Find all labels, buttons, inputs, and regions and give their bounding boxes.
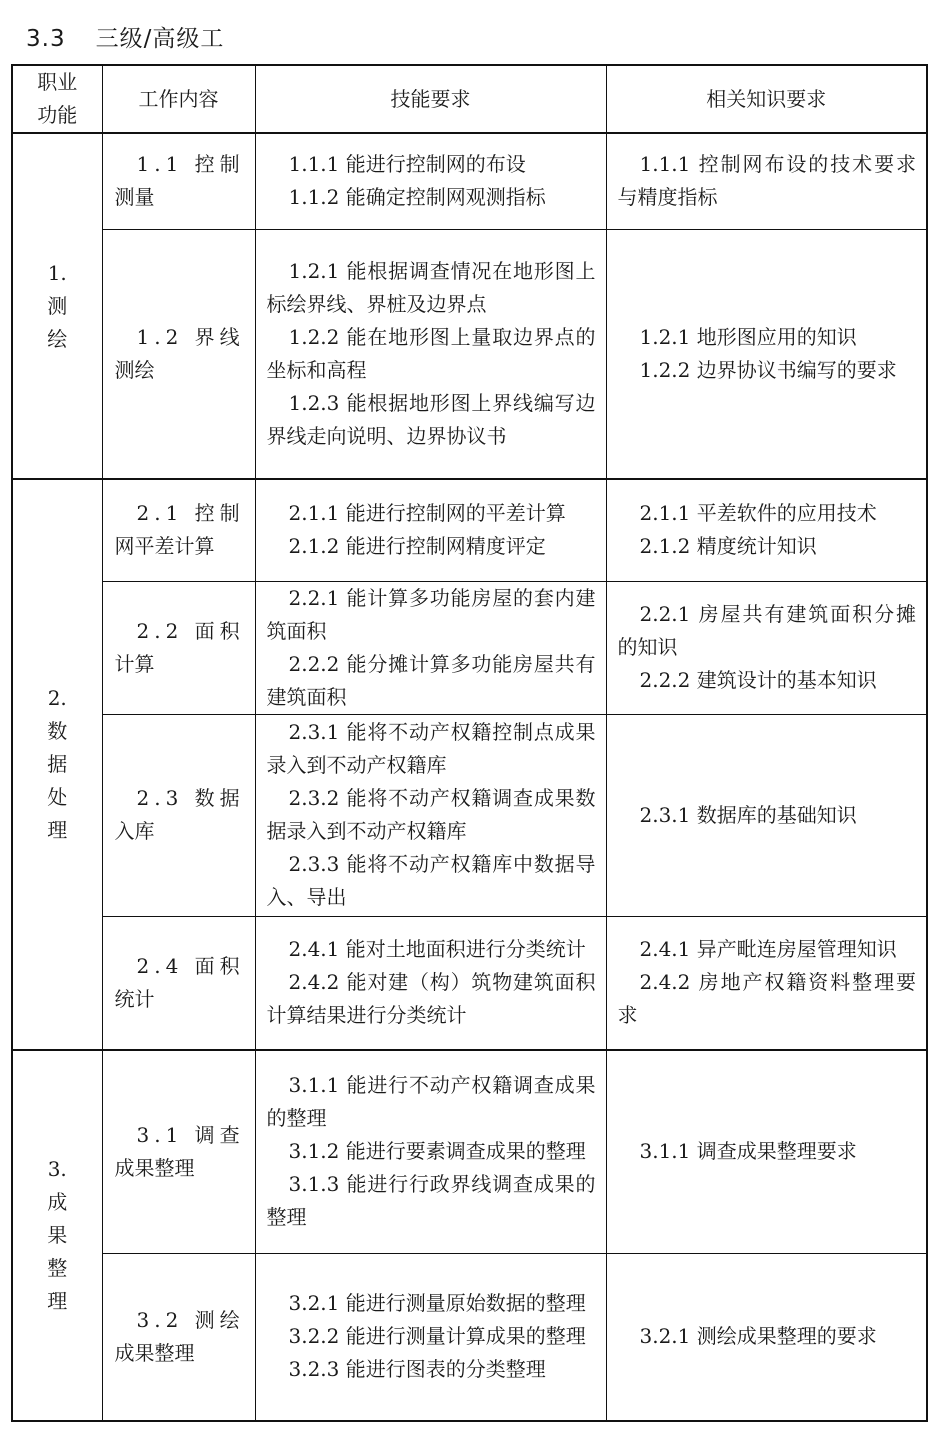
function-char: 果 — [47, 1223, 68, 1247]
skill-requirements-cell — [255, 1050, 606, 1253]
skill-requirements-cell — [255, 229, 606, 479]
table-row — [12, 1253, 927, 1421]
knowledge-requirements-cell — [606, 133, 927, 229]
knowledge-item: 1.2.2 边界协议书编写的要求 — [639, 357, 897, 382]
section-title: 三级/高级工 — [95, 26, 225, 52]
skill-item: 1.2.1 能根据调查情况在地形图上标绘界线、界桩及边界点 — [266, 258, 596, 316]
work-content-cell — [102, 133, 255, 229]
work-content-text: 网平差计算 — [114, 534, 215, 559]
function-number: 2. — [47, 686, 67, 710]
knowledge-item: 2.2.2 建筑设计的基本知识 — [639, 668, 877, 692]
table-row — [12, 479, 927, 581]
table-row — [12, 1050, 927, 1253]
function-number: 1. — [47, 260, 67, 285]
header-knowledge: 相关知识要求 — [606, 65, 927, 133]
function-char: 绘 — [47, 326, 68, 351]
function-char: 处 — [47, 785, 68, 809]
work-content-cell — [102, 581, 255, 714]
work-content-cell — [102, 1253, 255, 1421]
knowledge-item: 1.2.1 地形图应用的知识 — [639, 324, 857, 349]
skill-item: 2.3.1 能将不动产权籍控制点成果录入到不动产权籍库 — [266, 720, 596, 777]
work-content-number: 3.2 测绘 — [136, 1307, 245, 1332]
work-content-number: 2.2 面积 — [136, 618, 245, 643]
skill-item: 2.3.3 能将不动产权籍库中数据导入、导出 — [266, 852, 596, 909]
function-cell — [12, 133, 102, 479]
skill-requirements-cell — [255, 1253, 606, 1421]
knowledge-item: 2.4.1 异产毗连房屋管理知识 — [639, 937, 897, 962]
work-content-number: 2.4 面积 — [136, 953, 245, 978]
knowledge-item: 2.2.1 房屋共有建筑面积分摊的知识 — [617, 602, 916, 659]
knowledge-requirements-cell — [606, 229, 927, 479]
work-content-text: 测量 — [114, 185, 155, 210]
knowledge-requirements-cell — [606, 581, 927, 714]
work-content-number: 2.1 控制 — [136, 501, 245, 526]
function-number: 3. — [47, 1157, 67, 1181]
skill-item: 2.4.2 能对建（构）筑物建筑面积计算结果进行分类统计 — [266, 970, 596, 1028]
knowledge-requirements-cell — [606, 1050, 927, 1253]
knowledge-item: 3.1.1 调查成果整理要求 — [639, 1139, 857, 1164]
skill-item: 1.2.2 能在地形图上量取边界点的坐标和高程 — [266, 324, 596, 382]
knowledge-item: 2.4.2 房地产权籍资料整理要求 — [617, 970, 916, 1028]
knowledge-item: 2.1.2 精度统计知识 — [639, 534, 817, 559]
table-row — [12, 714, 927, 916]
table-body — [12, 133, 927, 1421]
work-content-text: 成果整理 — [114, 1340, 195, 1365]
skill-item: 1.2.3 能根据地形图上界线编写边界线走向说明、边界协议书 — [266, 390, 596, 448]
function-char: 数 — [47, 719, 68, 743]
work-content-text: 成果整理 — [114, 1155, 195, 1180]
skill-item: 2.1.1 能进行控制网的平差计算 — [288, 501, 566, 526]
skill-requirements-cell — [255, 581, 606, 714]
knowledge-requirements-cell — [606, 1253, 927, 1421]
work-content-cell — [102, 229, 255, 479]
knowledge-item: 2.1.1 平差软件的应用技术 — [639, 501, 877, 526]
skill-item: 3.1.1 能进行不动产权籍调查成果的整理 — [266, 1073, 596, 1131]
skill-requirements-cell — [255, 133, 606, 229]
function-char: 据 — [47, 752, 68, 776]
work-content-cell — [102, 1050, 255, 1253]
table-row — [12, 916, 927, 1050]
skill-item: 1.1.2 能确定控制网观测指标 — [288, 185, 546, 210]
work-content-number: 1.1 控制 — [136, 152, 245, 177]
skill-item: 2.3.2 能将不动产权籍调查成果数据录入到不动产权籍库 — [266, 786, 596, 843]
function-char: 理 — [47, 818, 68, 842]
work-content-text: 测绘 — [114, 357, 155, 382]
skill-item: 3.1.3 能进行行政界线调查成果的整理 — [266, 1172, 596, 1230]
table-row — [12, 229, 927, 479]
work-content-text: 统计 — [114, 986, 155, 1011]
table-row — [12, 581, 927, 714]
skill-item: 2.1.2 能进行控制网精度评定 — [288, 534, 546, 559]
skill-item: 3.1.2 能进行要素调查成果的整理 — [288, 1139, 586, 1164]
header-function — [12, 65, 102, 133]
skill-requirements-cell — [255, 916, 606, 1050]
table-row — [12, 133, 927, 229]
function-char: 理 — [47, 1289, 68, 1313]
knowledge-requirements-cell — [606, 916, 927, 1050]
work-content-cell — [102, 916, 255, 1050]
skill-item: 1.1.1 能进行控制网的布设 — [288, 152, 526, 177]
work-content-text: 入库 — [114, 819, 155, 843]
function-char: 整 — [47, 1256, 68, 1280]
skill-item: 2.2.2 能分摊计算多功能房屋共有建筑面积 — [266, 651, 596, 709]
skill-requirements-cell — [255, 479, 606, 581]
knowledge-requirements-cell — [606, 714, 927, 916]
skill-requirements-cell — [255, 714, 606, 916]
section-number: 3.3 — [26, 26, 66, 52]
header-function-line1: 职业 — [37, 70, 78, 94]
skill-item: 2.4.1 能对土地面积进行分类统计 — [288, 937, 586, 962]
header-function-line2: 功能 — [37, 103, 78, 127]
work-content-number: 1.2 界线 — [136, 324, 245, 349]
function-char: 成 — [47, 1190, 68, 1214]
section-heading — [26, 22, 224, 56]
function-char: 测 — [47, 293, 68, 318]
skills-table — [11, 64, 928, 1422]
knowledge-item: 1.1.1 控制网布设的技术要求与精度指标 — [617, 152, 916, 210]
skill-item: 3.2.3 能进行图表的分类整理 — [288, 1357, 546, 1382]
function-cell — [12, 479, 102, 1050]
work-content-cell — [102, 479, 255, 581]
skill-item: 2.2.1 能计算多功能房屋的套内建筑面积 — [266, 585, 596, 643]
skill-item: 3.2.2 能进行测量计算成果的整理 — [288, 1324, 586, 1349]
work-content-number: 2.3 数据 — [136, 786, 245, 810]
knowledge-requirements-cell — [606, 479, 927, 581]
knowledge-item: 2.3.1 数据库的基础知识 — [639, 802, 857, 827]
skill-item: 3.2.1 能进行测量原始数据的整理 — [288, 1291, 586, 1316]
header-row — [12, 65, 927, 133]
function-cell — [12, 1050, 102, 1421]
work-content-text: 计算 — [114, 651, 155, 676]
knowledge-item: 3.2.1 测绘成果整理的要求 — [639, 1324, 877, 1349]
work-content-number: 3.1 调查 — [136, 1122, 245, 1147]
header-skills: 技能要求 — [255, 65, 606, 133]
header-content: 工作内容 — [102, 65, 255, 133]
work-content-cell — [102, 714, 255, 916]
